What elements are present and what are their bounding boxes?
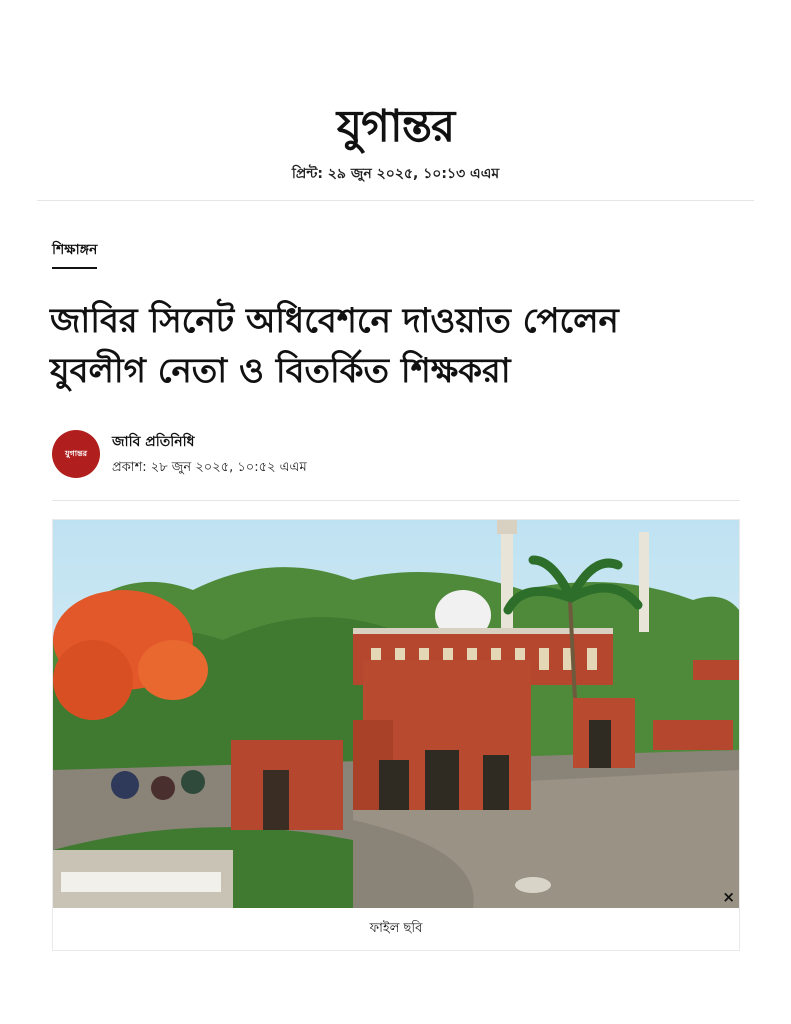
close-icon[interactable]: × (722, 888, 735, 906)
avatar: যুগান্তর (52, 430, 100, 478)
photo-caption: ফাইল ছবি (369, 920, 423, 936)
author-name[interactable]: জাবি প্রতিনিধি (112, 434, 195, 450)
article-figure (52, 519, 740, 951)
site-logo[interactable]: যুগান্তর (336, 101, 455, 152)
header-divider (37, 200, 754, 201)
print-date: প্রিন্ট: ২৯ জুন ২০২৫, ১০:১৩ এএম (291, 166, 500, 182)
publish-date: প্রকাশ: ২৮ জুন ২০২৫, ১০:৫২ এএম (112, 460, 307, 475)
byline-divider (52, 500, 740, 501)
article-headline (50, 296, 740, 396)
headline-line-2: যুবলীগ নেতা ও বিতর্কিত শিক্ষকরা (50, 351, 511, 391)
category-link[interactable]: শিক্ষাঙ্গন (52, 238, 97, 269)
masthead (0, 100, 791, 186)
campus-photo (53, 520, 739, 908)
headline-line-1: জাবির সিনেট অধিবেশনে দাওয়াত পেলেন (50, 301, 619, 341)
